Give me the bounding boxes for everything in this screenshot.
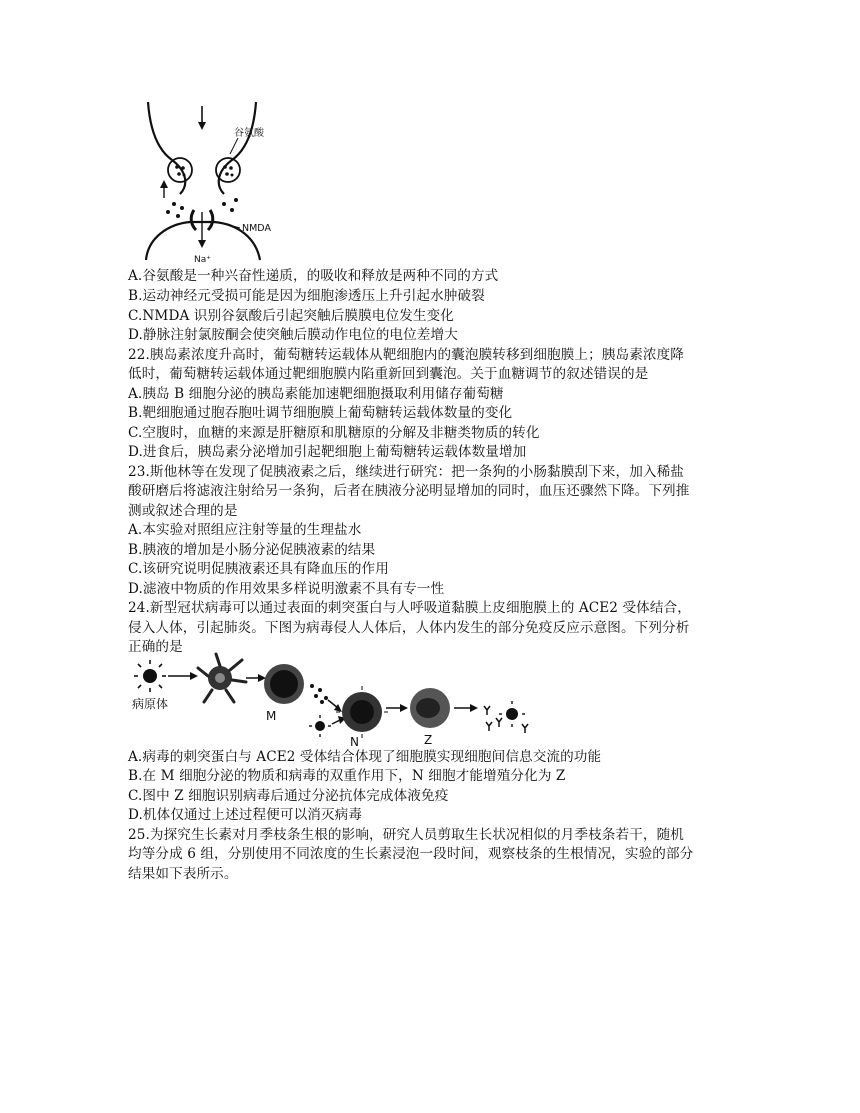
q23-option-d: D.滤液中物质的作用效果多样说明激素不具有专一性 (128, 581, 445, 597)
q24-stem-line-3: 正确的是 (128, 639, 183, 655)
q24-option-d: D.机体仅通过上述过程便可以消灭病毒 (128, 807, 363, 823)
immune-response-diagram (128, 652, 538, 748)
glutamate-label: 谷氨酸 (234, 128, 264, 139)
q22-option-b: B.靶细胞通过胞吞胞吐调节细胞膜上葡萄糖转运载体数量的变化 (128, 405, 513, 421)
q22-option-a: A.胰岛 B 细胞分泌的胰岛素能加速靶细胞摄取利用储存葡萄糖 (128, 386, 504, 402)
q21-option-a: A.谷氨酸是一种兴奋性递质，的吸收和释放是两种不同的方式 (128, 268, 499, 284)
cell-z (410, 688, 450, 728)
bound-virus-icon (499, 701, 525, 727)
cell-m-label: M (266, 709, 277, 723)
nmda-label: NMDA (242, 223, 271, 234)
secreted-substance (310, 684, 328, 704)
q22-option-c: C.空腹时，血糖的来源是肝糖原和肌糖原的分解及非糖类物质的转化 (128, 425, 540, 441)
q23-stem-line-2: 酸研磨后将滤液注射给另一条狗，后者在胰液分泌明显增加的同时，血压还骤然下降。下列推 (128, 483, 690, 499)
q25-stem-line-3: 结果如下表所示。 (128, 866, 238, 882)
q23-option-b: B.胰液的增加是小肠分泌促胰液素的结果 (128, 542, 376, 558)
q23-stem-line-1: 23.斯他林等在发现了促胰液素之后，继续进行研究：把一条狗的小肠黏膜刮下来，加入稀盐 (128, 464, 684, 480)
q23-option-a: A.本实验对照组应注射等量的生理盐水 (128, 522, 362, 538)
q25-stem-line-1: 25.为探究生长素对月季枝条生根的影响，研究人员剪取生长状况相似的月季枝条若干，随机 (128, 827, 684, 843)
q21-option-b: B.运动神经元受损可能是因为细胞渗透压上升引起水肿破裂 (128, 288, 485, 304)
q23-stem-line-3: 测或叙述合理的是 (128, 503, 238, 519)
q24-stem-line-2: 侵入人体，引起肺炎。下图为病毒侵人人体后，人体内发生的部分免疫反应示意图。下列分析 (128, 620, 690, 636)
synapse-diagram (138, 100, 298, 265)
q24-option-b: B.在 M 细胞分泌的物质和病毒的双重作用下，N 细胞才能增殖分化为 Z (128, 768, 566, 784)
q23-option-c: C.该研究说明促胰液素还具有降血压的作用 (128, 561, 389, 577)
sodium-ion-label: Na⁺ (194, 255, 211, 265)
q24-option-a: A.病毒的刺突蛋白与 ACE2 受体结合体现了细胞膜实现细胞间信息交流的功能 (128, 749, 602, 765)
q22-stem-line-2: 低时，葡萄糖转运载体通过靶细胞膜内陷重新回到囊泡。关于血糖调节的叙述错误的是 (128, 366, 649, 382)
pathogen-label: 病原体 (132, 697, 169, 711)
virus-icon (309, 715, 331, 737)
q21-option-c: C.NMDA 识别谷氨酸后引起突触后膜膜电位发生变化 (128, 308, 454, 324)
cell-m (264, 664, 304, 704)
q22-option-d: D.进食后，胰岛素分泌增加引起靶细胞上葡萄糖转运载体数量增加 (128, 444, 527, 460)
cell-z-label: Z (424, 733, 433, 747)
cell-n (336, 686, 388, 738)
cell-n-label: N (350, 735, 359, 748)
pathogen-icon (134, 660, 166, 692)
q25-stem-line-2: 均等分成 6 组，分别使用不同浓度的生长素浸泡一段时间，观察枝条的生根情况，实验的部分 (128, 846, 694, 862)
q22-stem-line-1: 22.胰岛素浓度升高时，葡萄糖转运载体从靶细胞内的囊泡膜转移到细胞膜上；胰岛素浓度降 (128, 347, 684, 363)
q24-stem-line-1: 24.新型冠状病毒可以通过表面的刺突蛋白与人呼吸道黏膜上皮细胞膜上的 ACE2 受体结合， (128, 600, 691, 616)
q21-option-d: D.静脉注射氯胺酮会使突触后膜动作电位的电位差增大 (128, 327, 458, 343)
antibody-icons (484, 706, 528, 733)
q24-option-c: C.图中 Z 细胞识别病毒后通过分泌抗体完成体液免疫 (128, 788, 449, 804)
antigen-presenting-cell (198, 654, 246, 702)
